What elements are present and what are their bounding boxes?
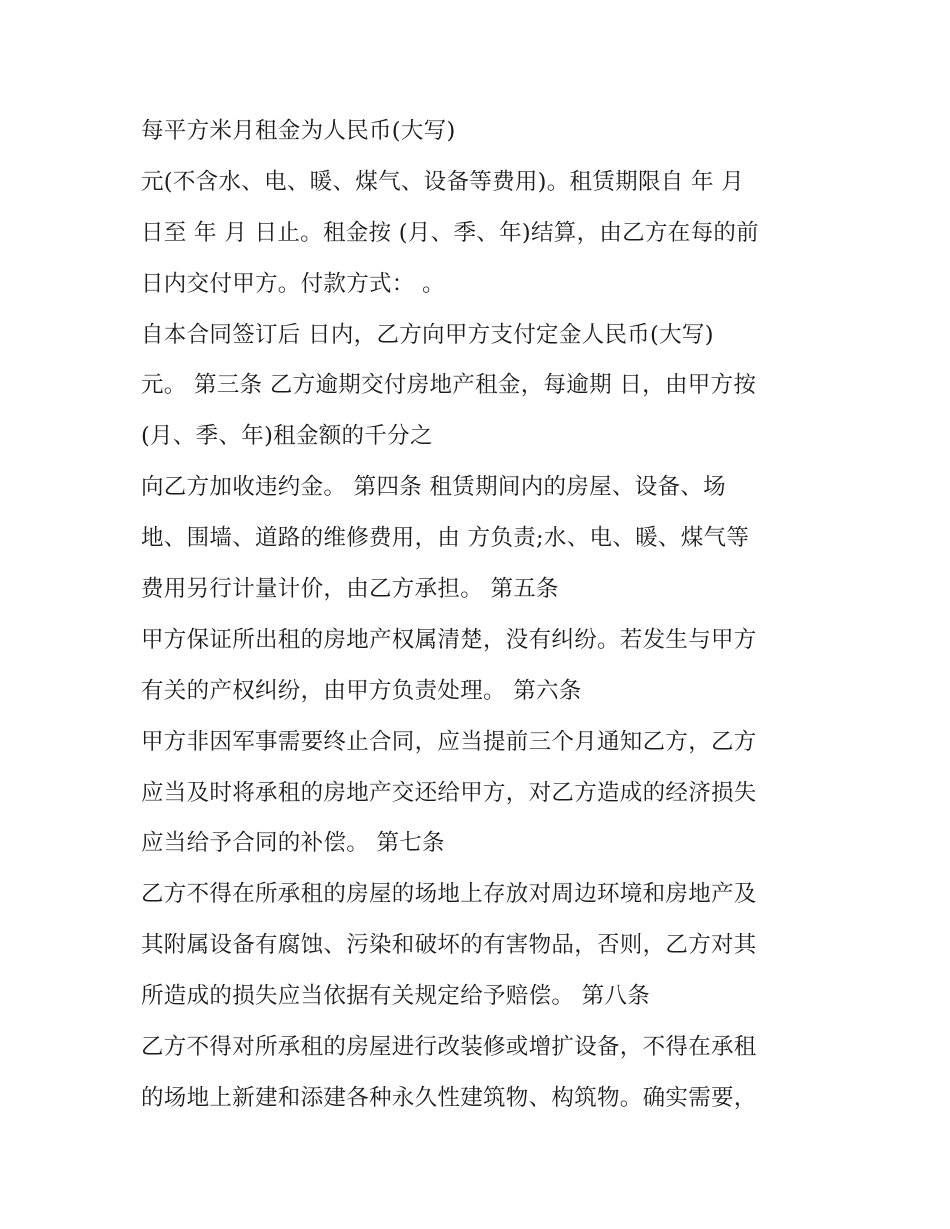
text-line: 向乙方加收违约金。 第四条 租赁期间内的房屋、设备、场 (141, 474, 726, 501)
text-line: 乙方不得对所承租的房屋进行改装修或增扩设备，不得在承租 (141, 1034, 757, 1061)
text-line: 应当给予合同的补偿。 第七条 (141, 830, 445, 857)
text-line: 每平方米月租金为人民币(大写) (141, 118, 456, 144)
text-line: 乙方不得在所承租的房屋的场地上存放对周边环境和房地产及 (141, 881, 757, 908)
text-line: 所造成的损失应当依据有关规定给予赔偿。 第八条 (141, 983, 651, 1010)
text-line: 日内交付甲方。付款方式： 。 (141, 270, 445, 297)
text-line: (月、季、年)租金额的千分之 (141, 423, 433, 450)
text-line: 元。 第三条 乙方逾期交付房地产租金，每逾期 日，由甲方按 (141, 372, 757, 399)
text-line: 应当及时将承租的房地产交还给甲方，对乙方造成的经济损失 (141, 779, 757, 806)
text-line: 甲方非因军事需要终止合同，应当提前三个月通知乙方，乙方 (141, 728, 757, 755)
text-line: 地、围墙、道路的维修费用，由 方负责;水、电、暖、煤气等 (141, 525, 750, 552)
text-line: 甲方保证所出租的房地产权属清楚，没有纠纷。若发生与甲方 (141, 626, 757, 653)
text-line: 费用另行计量计价，由乙方承担。 第五条 (141, 576, 559, 603)
text-line: 元(不含水、电、暖、煤气、设备等费用)。租赁期限自 年 月 (141, 168, 745, 195)
contract-text (141, 106, 831, 1124)
text-line: 自本合同签订后 日内，乙方向甲方支付定金人民币(大写) (141, 321, 714, 348)
text-line: 的场地上新建和添建各种永久性建筑物、构筑物。确实需要， (141, 1084, 757, 1111)
text-line: 其附属设备有腐蚀、污染和破坏的有害物品，否则，乙方对其 (141, 932, 757, 959)
text-line: 有关的产权纠纷，由甲方负责处理。 第六条 (141, 677, 582, 704)
text-line: 日至 年 月 日止。租金按 (月、季、年)结算，由乙方在每的前 (141, 219, 759, 246)
